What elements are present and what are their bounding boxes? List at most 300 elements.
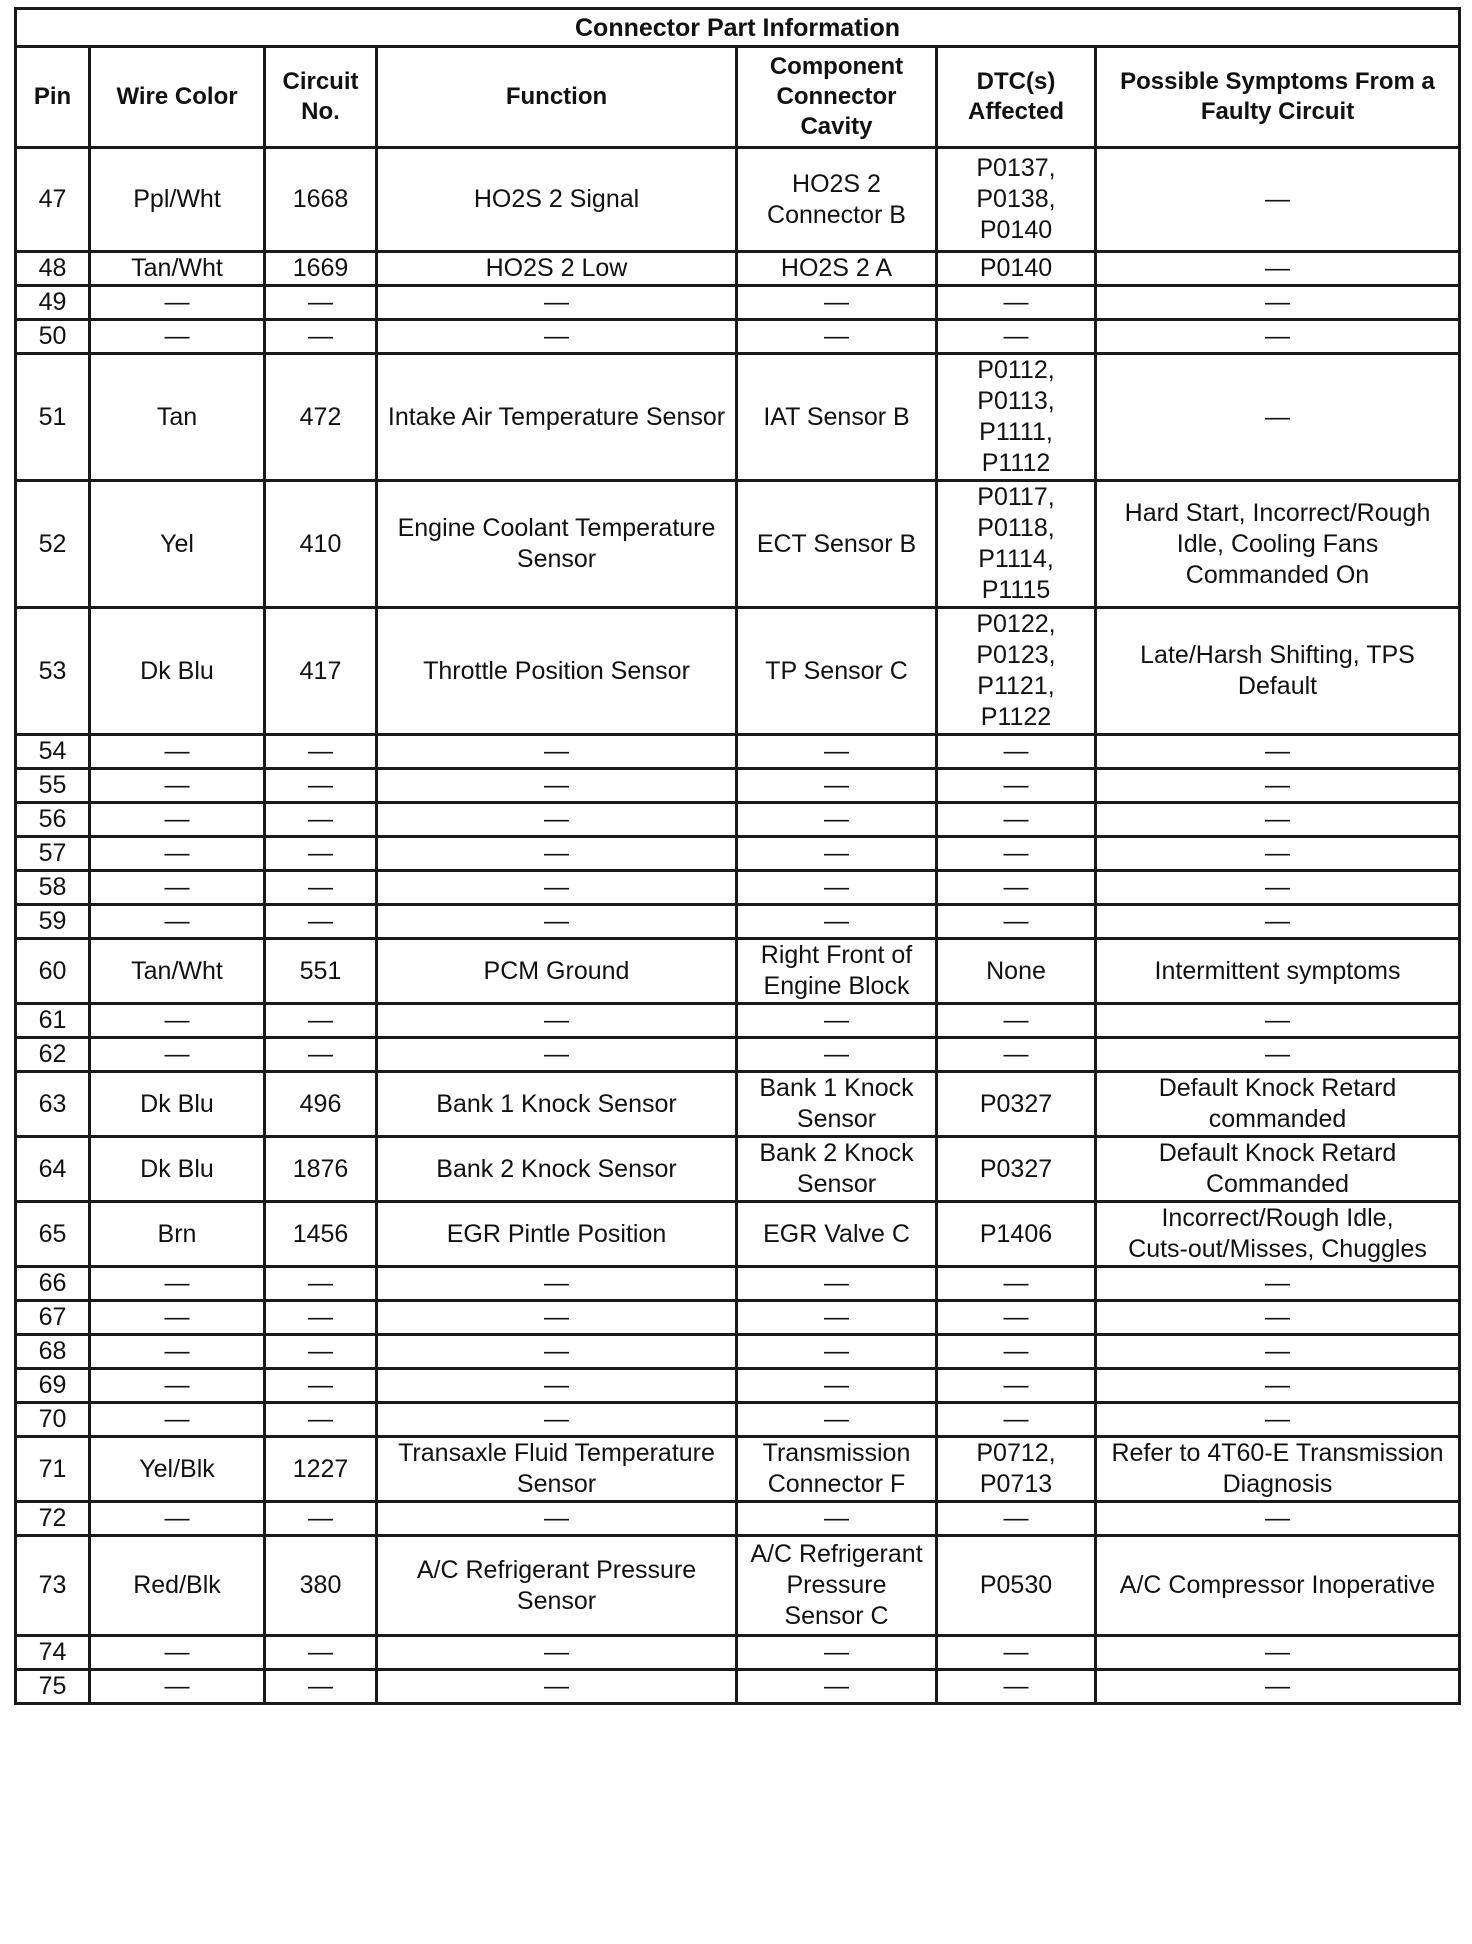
dtc-cell <box>937 939 1096 1004</box>
pin-cell: 55 <box>16 769 90 803</box>
cavity-cell-line: — <box>824 839 849 867</box>
function-cell <box>377 1335 737 1369</box>
table-row <box>16 252 1460 286</box>
function-cell <box>377 1636 737 1670</box>
pin-cell: 57 <box>16 837 90 871</box>
symptoms-cell <box>1096 1369 1460 1403</box>
symptoms-cell <box>1096 354 1460 481</box>
dtc-cell-line: — <box>1003 322 1029 350</box>
cavity-cell-line: — <box>824 1303 849 1331</box>
table-row <box>16 735 1460 769</box>
function-cell-line: PCM Ground <box>483 956 630 985</box>
cavity-cell <box>737 1502 937 1536</box>
symptoms-cell <box>1096 1301 1460 1335</box>
dtc-cell-line: — <box>1003 1040 1029 1068</box>
symptoms-cell <box>1096 837 1460 871</box>
wire-color-cell: Ppl/Wht <box>90 148 265 252</box>
pin-cell: 62 <box>16 1038 90 1072</box>
function-cell-line: — <box>544 1006 569 1034</box>
function-cell <box>377 837 737 871</box>
wire-color-cell: — <box>90 735 265 769</box>
cavity-cell-line: Connector B <box>767 200 906 229</box>
symptoms-cell-line: — <box>1265 254 1290 282</box>
circuit-cell: — <box>265 1636 377 1670</box>
dtc-cell <box>937 1536 1096 1636</box>
cavity-cell <box>737 1267 937 1301</box>
dtc-cell-line: P0122, <box>976 610 1056 638</box>
pin-cell: 54 <box>16 735 90 769</box>
header-circuit-line: No. <box>301 98 340 125</box>
dtc-cell-line: — <box>1003 737 1029 765</box>
cavity-cell-line: — <box>824 873 849 901</box>
symptoms-cell-line: — <box>1265 288 1290 316</box>
function-cell-line: — <box>544 873 569 901</box>
symptoms-cell-line: Commanded On <box>1185 560 1370 589</box>
function-cell <box>377 320 737 354</box>
circuit-cell: 380 <box>265 1536 377 1636</box>
dtc-cell-line: None <box>986 956 1046 985</box>
symptoms-cell <box>1096 803 1460 837</box>
dtc-cell-line: P1406 <box>979 1219 1053 1248</box>
circuit-cell: — <box>265 1670 377 1704</box>
symptoms-cell-line: Intermittent symptoms <box>1154 956 1401 985</box>
wire-color-cell: Yel/Blk <box>90 1437 265 1502</box>
dtc-cell <box>937 1202 1096 1267</box>
cavity-cell <box>737 939 937 1004</box>
cavity-cell-line: — <box>824 1006 849 1034</box>
cavity-cell-line: Sensor <box>796 1170 877 1198</box>
pin-cell: 50 <box>16 320 90 354</box>
function-cell-line: Sensor <box>516 1586 597 1615</box>
dtc-cell-line: P0123, <box>976 641 1056 669</box>
function-cell-line: Sensor <box>516 1470 597 1498</box>
symptoms-cell <box>1096 939 1460 1004</box>
dtc-cell-line: — <box>1003 907 1029 935</box>
function-cell <box>377 1202 737 1267</box>
cavity-cell-line: HO2S 2 <box>792 169 881 198</box>
cavity-cell <box>737 803 937 837</box>
dtc-cell <box>937 871 1096 905</box>
cavity-cell-line: Engine Block <box>763 972 910 1000</box>
function-cell-line: HO2S 2 Low <box>485 254 628 282</box>
circuit-cell: — <box>265 735 377 769</box>
cavity-cell-line: Right Front of <box>760 941 913 969</box>
function-cell <box>377 1267 737 1301</box>
function-cell <box>377 1004 737 1038</box>
dtc-cell-line: P0327 <box>979 1089 1053 1118</box>
function-cell-line: — <box>544 1504 569 1532</box>
circuit-cell: — <box>265 1502 377 1536</box>
wire-color-cell: — <box>90 837 265 871</box>
function-cell-line: EGR Pintle Position <box>446 1219 667 1248</box>
function-cell-line: — <box>544 1638 569 1666</box>
table-row <box>16 837 1460 871</box>
header-wire-color: Wire Color <box>90 47 265 148</box>
function-cell-line: Sensor <box>516 545 597 573</box>
cavity-cell <box>737 1403 937 1437</box>
circuit-cell: — <box>265 1369 377 1403</box>
dtc-cell <box>937 608 1096 735</box>
cavity-cell <box>737 481 937 608</box>
dtc-cell-line: — <box>1003 1638 1029 1666</box>
cavity-cell-line: HO2S 2 A <box>780 254 893 282</box>
table-row <box>16 1004 1460 1038</box>
cavity-cell-line: TP Sensor C <box>765 656 908 685</box>
wire-color-cell: Yel <box>90 481 265 608</box>
cavity-cell <box>737 320 937 354</box>
function-cell-line: A/C Refrigerant Pressure <box>416 1555 697 1584</box>
symptoms-cell <box>1096 871 1460 905</box>
dtc-cell-line: — <box>1003 839 1029 867</box>
header-circuit-line: Circuit <box>282 68 359 95</box>
function-cell <box>377 286 737 320</box>
pin-cell: 70 <box>16 1403 90 1437</box>
wire-color-cell: — <box>90 1038 265 1072</box>
cavity-cell <box>737 1137 937 1202</box>
table-row <box>16 1403 1460 1437</box>
wire-color-cell: — <box>90 769 265 803</box>
pin-cell: 63 <box>16 1072 90 1137</box>
dtc-cell-line: — <box>1003 1337 1029 1365</box>
dtc-cell-line: P0713 <box>979 1470 1053 1498</box>
cavity-cell-line: EGR Valve C <box>763 1219 910 1248</box>
wire-color-cell: Brn <box>90 1202 265 1267</box>
wire-color-cell: Dk Blu <box>90 608 265 735</box>
symptoms-cell-line: Default Knock Retard <box>1158 1139 1397 1167</box>
dtc-cell-line: — <box>1003 1405 1029 1433</box>
table-row <box>16 1536 1460 1636</box>
cavity-cell <box>737 148 937 252</box>
circuit-cell: — <box>265 286 377 320</box>
symptoms-cell-line: Hard Start, Incorrect/Rough <box>1124 498 1431 527</box>
dtc-cell <box>937 1403 1096 1437</box>
circuit-cell: — <box>265 1004 377 1038</box>
wire-color-cell: — <box>90 803 265 837</box>
circuit-cell: 472 <box>265 354 377 481</box>
function-cell <box>377 1502 737 1536</box>
dtc-cell-line: P0138, <box>976 185 1056 213</box>
function-cell <box>377 1301 737 1335</box>
cavity-cell-line: — <box>824 907 849 935</box>
table-body <box>16 148 1460 1704</box>
cavity-cell <box>737 608 937 735</box>
dtc-cell <box>937 286 1096 320</box>
symptoms-cell-line: — <box>1265 737 1290 765</box>
function-cell-line: — <box>544 1269 569 1297</box>
function-cell <box>377 481 737 608</box>
pin-cell: 53 <box>16 608 90 735</box>
function-cell <box>377 939 737 1004</box>
symptoms-cell-line: — <box>1265 1006 1290 1034</box>
pin-cell: 74 <box>16 1636 90 1670</box>
dtc-cell-line: P0327 <box>979 1154 1053 1183</box>
cavity-cell-line: IAT Sensor B <box>763 402 910 431</box>
circuit-cell: — <box>265 1403 377 1437</box>
header-function: Function <box>377 47 737 148</box>
table-row <box>16 1202 1460 1267</box>
dtc-cell <box>937 769 1096 803</box>
function-cell <box>377 1403 737 1437</box>
table-row <box>16 1137 1460 1202</box>
function-cell <box>377 1072 737 1137</box>
cavity-cell-line: Bank 2 Knock <box>759 1139 914 1167</box>
table-row <box>16 1636 1460 1670</box>
cavity-cell <box>737 905 937 939</box>
table-row <box>16 1335 1460 1369</box>
symptoms-cell <box>1096 1137 1460 1202</box>
function-cell-line: — <box>544 737 569 765</box>
cavity-cell <box>737 1072 937 1137</box>
dtc-cell-line: P0530 <box>979 1571 1053 1599</box>
dtc-cell <box>937 905 1096 939</box>
symptoms-cell-line: — <box>1265 1337 1290 1365</box>
circuit-cell: 410 <box>265 481 377 608</box>
pin-cell: 68 <box>16 1335 90 1369</box>
pin-cell: 73 <box>16 1536 90 1636</box>
symptoms-cell-line: — <box>1265 1303 1290 1331</box>
dtc-cell-line: P1112 <box>981 449 1051 477</box>
circuit-cell: — <box>265 1267 377 1301</box>
dtc-cell <box>937 1267 1096 1301</box>
table-row <box>16 803 1460 837</box>
table-row <box>16 481 1460 608</box>
connector-part-information-table <box>14 7 1461 1705</box>
cavity-cell-line: — <box>824 771 849 799</box>
symptoms-cell-line: Idle, Cooling Fans <box>1176 529 1379 558</box>
symptoms-cell-line: — <box>1265 1371 1290 1399</box>
dtc-cell-line: — <box>1003 1303 1029 1331</box>
pin-cell: 71 <box>16 1437 90 1502</box>
symptoms-cell <box>1096 1636 1460 1670</box>
symptoms-cell <box>1096 1670 1460 1704</box>
symptoms-cell-line: — <box>1265 1638 1290 1666</box>
symptoms-cell <box>1096 1403 1460 1437</box>
wire-color-cell: — <box>90 1636 265 1670</box>
dtc-cell <box>937 1369 1096 1403</box>
table-title: Connector Part Information <box>16 9 1460 47</box>
pin-cell: 56 <box>16 803 90 837</box>
function-cell-line: — <box>544 288 569 316</box>
symptoms-cell <box>1096 1202 1460 1267</box>
cavity-cell-line: — <box>824 1638 849 1666</box>
circuit-cell: — <box>265 1038 377 1072</box>
pin-cell: 60 <box>16 939 90 1004</box>
dtc-cell <box>937 1502 1096 1536</box>
pin-cell: 52 <box>16 481 90 608</box>
wire-color-cell: — <box>90 1004 265 1038</box>
circuit-cell: — <box>265 803 377 837</box>
cavity-cell <box>737 1437 937 1502</box>
function-cell-line: — <box>544 1371 569 1399</box>
circuit-cell: 496 <box>265 1072 377 1137</box>
cavity-cell-line: — <box>824 1337 849 1365</box>
circuit-cell: 1876 <box>265 1137 377 1202</box>
wire-color-cell: — <box>90 1403 265 1437</box>
dtc-cell-line: — <box>1003 1504 1029 1532</box>
cavity-cell-line: — <box>824 805 849 833</box>
dtc-cell <box>937 1437 1096 1502</box>
pin-cell: 75 <box>16 1670 90 1704</box>
table-row <box>16 1038 1460 1072</box>
wire-color-cell: — <box>90 1670 265 1704</box>
header-symptoms-line: Possible Symptoms From a <box>1120 68 1435 95</box>
cavity-cell <box>737 1301 937 1335</box>
dtc-cell-line: P0113, <box>977 387 1055 415</box>
pin-cell: 64 <box>16 1137 90 1202</box>
pin-cell: 47 <box>16 148 90 252</box>
symptoms-cell-line: — <box>1265 1405 1290 1433</box>
function-cell <box>377 871 737 905</box>
function-cell-line: Bank 2 Knock Sensor <box>436 1154 677 1183</box>
dtc-cell <box>937 1670 1096 1704</box>
function-cell-line: Intake Air Temperature Sensor <box>387 402 726 431</box>
header-dtc-line: Affected <box>967 98 1064 125</box>
table-row <box>16 1369 1460 1403</box>
dtc-cell <box>937 481 1096 608</box>
function-cell-line: — <box>544 1040 569 1068</box>
pin-cell: 59 <box>16 905 90 939</box>
dtc-cell-line: — <box>1003 805 1029 833</box>
symptoms-cell <box>1096 608 1460 735</box>
circuit-cell: 1456 <box>265 1202 377 1267</box>
table-row <box>16 148 1460 252</box>
circuit-cell: — <box>265 320 377 354</box>
cavity-cell <box>737 769 937 803</box>
symptoms-cell <box>1096 1004 1460 1038</box>
cavity-cell <box>737 354 937 481</box>
header-dtc-line: DTC(s) <box>976 68 1056 95</box>
cavity-cell <box>737 1536 937 1636</box>
symptoms-cell <box>1096 252 1460 286</box>
function-cell <box>377 803 737 837</box>
function-cell-line: — <box>544 907 569 935</box>
symptoms-cell-line: A/C Compressor Inoperative <box>1119 1571 1436 1599</box>
symptoms-cell <box>1096 320 1460 354</box>
pin-cell: 58 <box>16 871 90 905</box>
function-cell-line: — <box>544 771 569 799</box>
function-cell <box>377 354 737 481</box>
symptoms-cell <box>1096 286 1460 320</box>
symptoms-cell <box>1096 1502 1460 1536</box>
header-cavity-line: Connector <box>776 83 897 110</box>
cavity-cell <box>737 1004 937 1038</box>
dtc-cell-line: P0112, <box>977 356 1055 384</box>
cavity-cell <box>737 871 937 905</box>
wire-color-cell: — <box>90 1335 265 1369</box>
function-cell <box>377 1536 737 1636</box>
pin-cell: 48 <box>16 252 90 286</box>
dtc-cell-line: — <box>1003 1371 1029 1399</box>
symptoms-cell-line: Default Knock Retard <box>1158 1074 1397 1102</box>
pin-cell: 72 <box>16 1502 90 1536</box>
dtc-cell-line: P0117, <box>977 483 1055 511</box>
cavity-cell <box>737 1202 937 1267</box>
table-row <box>16 1301 1460 1335</box>
cavity-cell-line: Sensor C <box>784 1602 889 1630</box>
dtc-cell <box>937 1072 1096 1137</box>
circuit-cell: — <box>265 837 377 871</box>
wire-color-cell: Dk Blu <box>90 1072 265 1137</box>
table-row <box>16 939 1460 1004</box>
table-row <box>16 1072 1460 1137</box>
function-cell-line: — <box>544 1303 569 1331</box>
symptoms-cell <box>1096 735 1460 769</box>
header-component-connector-cavity <box>737 47 937 148</box>
circuit-cell: — <box>265 871 377 905</box>
cavity-cell-line: Connector F <box>767 1470 906 1498</box>
cavity-cell-line: Sensor <box>796 1105 877 1133</box>
pin-cell: 66 <box>16 1267 90 1301</box>
dtc-cell <box>937 1137 1096 1202</box>
dtc-cell-line: P1114, <box>978 545 1054 573</box>
cavity-cell <box>737 1670 937 1704</box>
function-cell <box>377 1038 737 1072</box>
function-cell <box>377 608 737 735</box>
cavity-cell-line: — <box>824 1504 849 1532</box>
cavity-cell-line: — <box>824 1040 849 1068</box>
symptoms-cell-line: commanded <box>1208 1105 1347 1133</box>
wire-color-cell: Tan/Wht <box>90 939 265 1004</box>
wire-color-cell: — <box>90 286 265 320</box>
table-row <box>16 905 1460 939</box>
symptoms-cell-line: — <box>1265 839 1290 867</box>
wire-color-cell: Red/Blk <box>90 1536 265 1636</box>
cavity-cell-line: Pressure <box>786 1571 887 1599</box>
cavity-cell-line: — <box>824 737 849 765</box>
wire-color-cell: — <box>90 871 265 905</box>
circuit-cell: 551 <box>265 939 377 1004</box>
table-row <box>16 871 1460 905</box>
dtc-cell-line: P0137, <box>976 154 1056 182</box>
dtc-cell <box>937 837 1096 871</box>
dtc-cell <box>937 354 1096 481</box>
circuit-cell: 417 <box>265 608 377 735</box>
dtc-cell-line: — <box>1003 771 1029 799</box>
symptoms-cell <box>1096 1335 1460 1369</box>
table-row <box>16 608 1460 735</box>
pin-cell: 69 <box>16 1369 90 1403</box>
header-cavity-line: Cavity <box>800 113 873 140</box>
symptoms-cell-line: Late/Harsh Shifting, TPS <box>1140 641 1415 669</box>
dtc-cell <box>937 803 1096 837</box>
header-pin: Pin <box>16 47 90 148</box>
dtc-cell-line: P0140 <box>979 216 1053 244</box>
pin-cell: 51 <box>16 354 90 481</box>
cavity-cell <box>737 1636 937 1670</box>
function-cell-line: — <box>544 839 569 867</box>
symptoms-cell <box>1096 769 1460 803</box>
symptoms-cell <box>1096 1072 1460 1137</box>
dtc-cell-line: — <box>1003 1006 1029 1034</box>
dtc-cell-line: — <box>1003 1672 1029 1700</box>
cavity-cell-line: — <box>824 1672 849 1700</box>
dtc-cell-line: P1111, <box>979 418 1053 446</box>
function-cell-line: HO2S 2 Signal <box>473 185 640 213</box>
circuit-cell: 1227 <box>265 1437 377 1502</box>
function-cell-line: — <box>544 805 569 833</box>
wire-color-cell: — <box>90 1301 265 1335</box>
cavity-cell <box>737 1038 937 1072</box>
function-cell-line: Engine Coolant Temperature <box>397 514 716 542</box>
symptoms-cell <box>1096 1267 1460 1301</box>
wire-color-cell: Tan/Wht <box>90 252 265 286</box>
function-cell <box>377 148 737 252</box>
dtc-cell-line: P0118, <box>977 514 1055 542</box>
function-cell <box>377 1670 737 1704</box>
cavity-cell-line: — <box>824 322 849 350</box>
header-dtcs-affected <box>937 47 1096 148</box>
dtc-cell <box>937 252 1096 286</box>
